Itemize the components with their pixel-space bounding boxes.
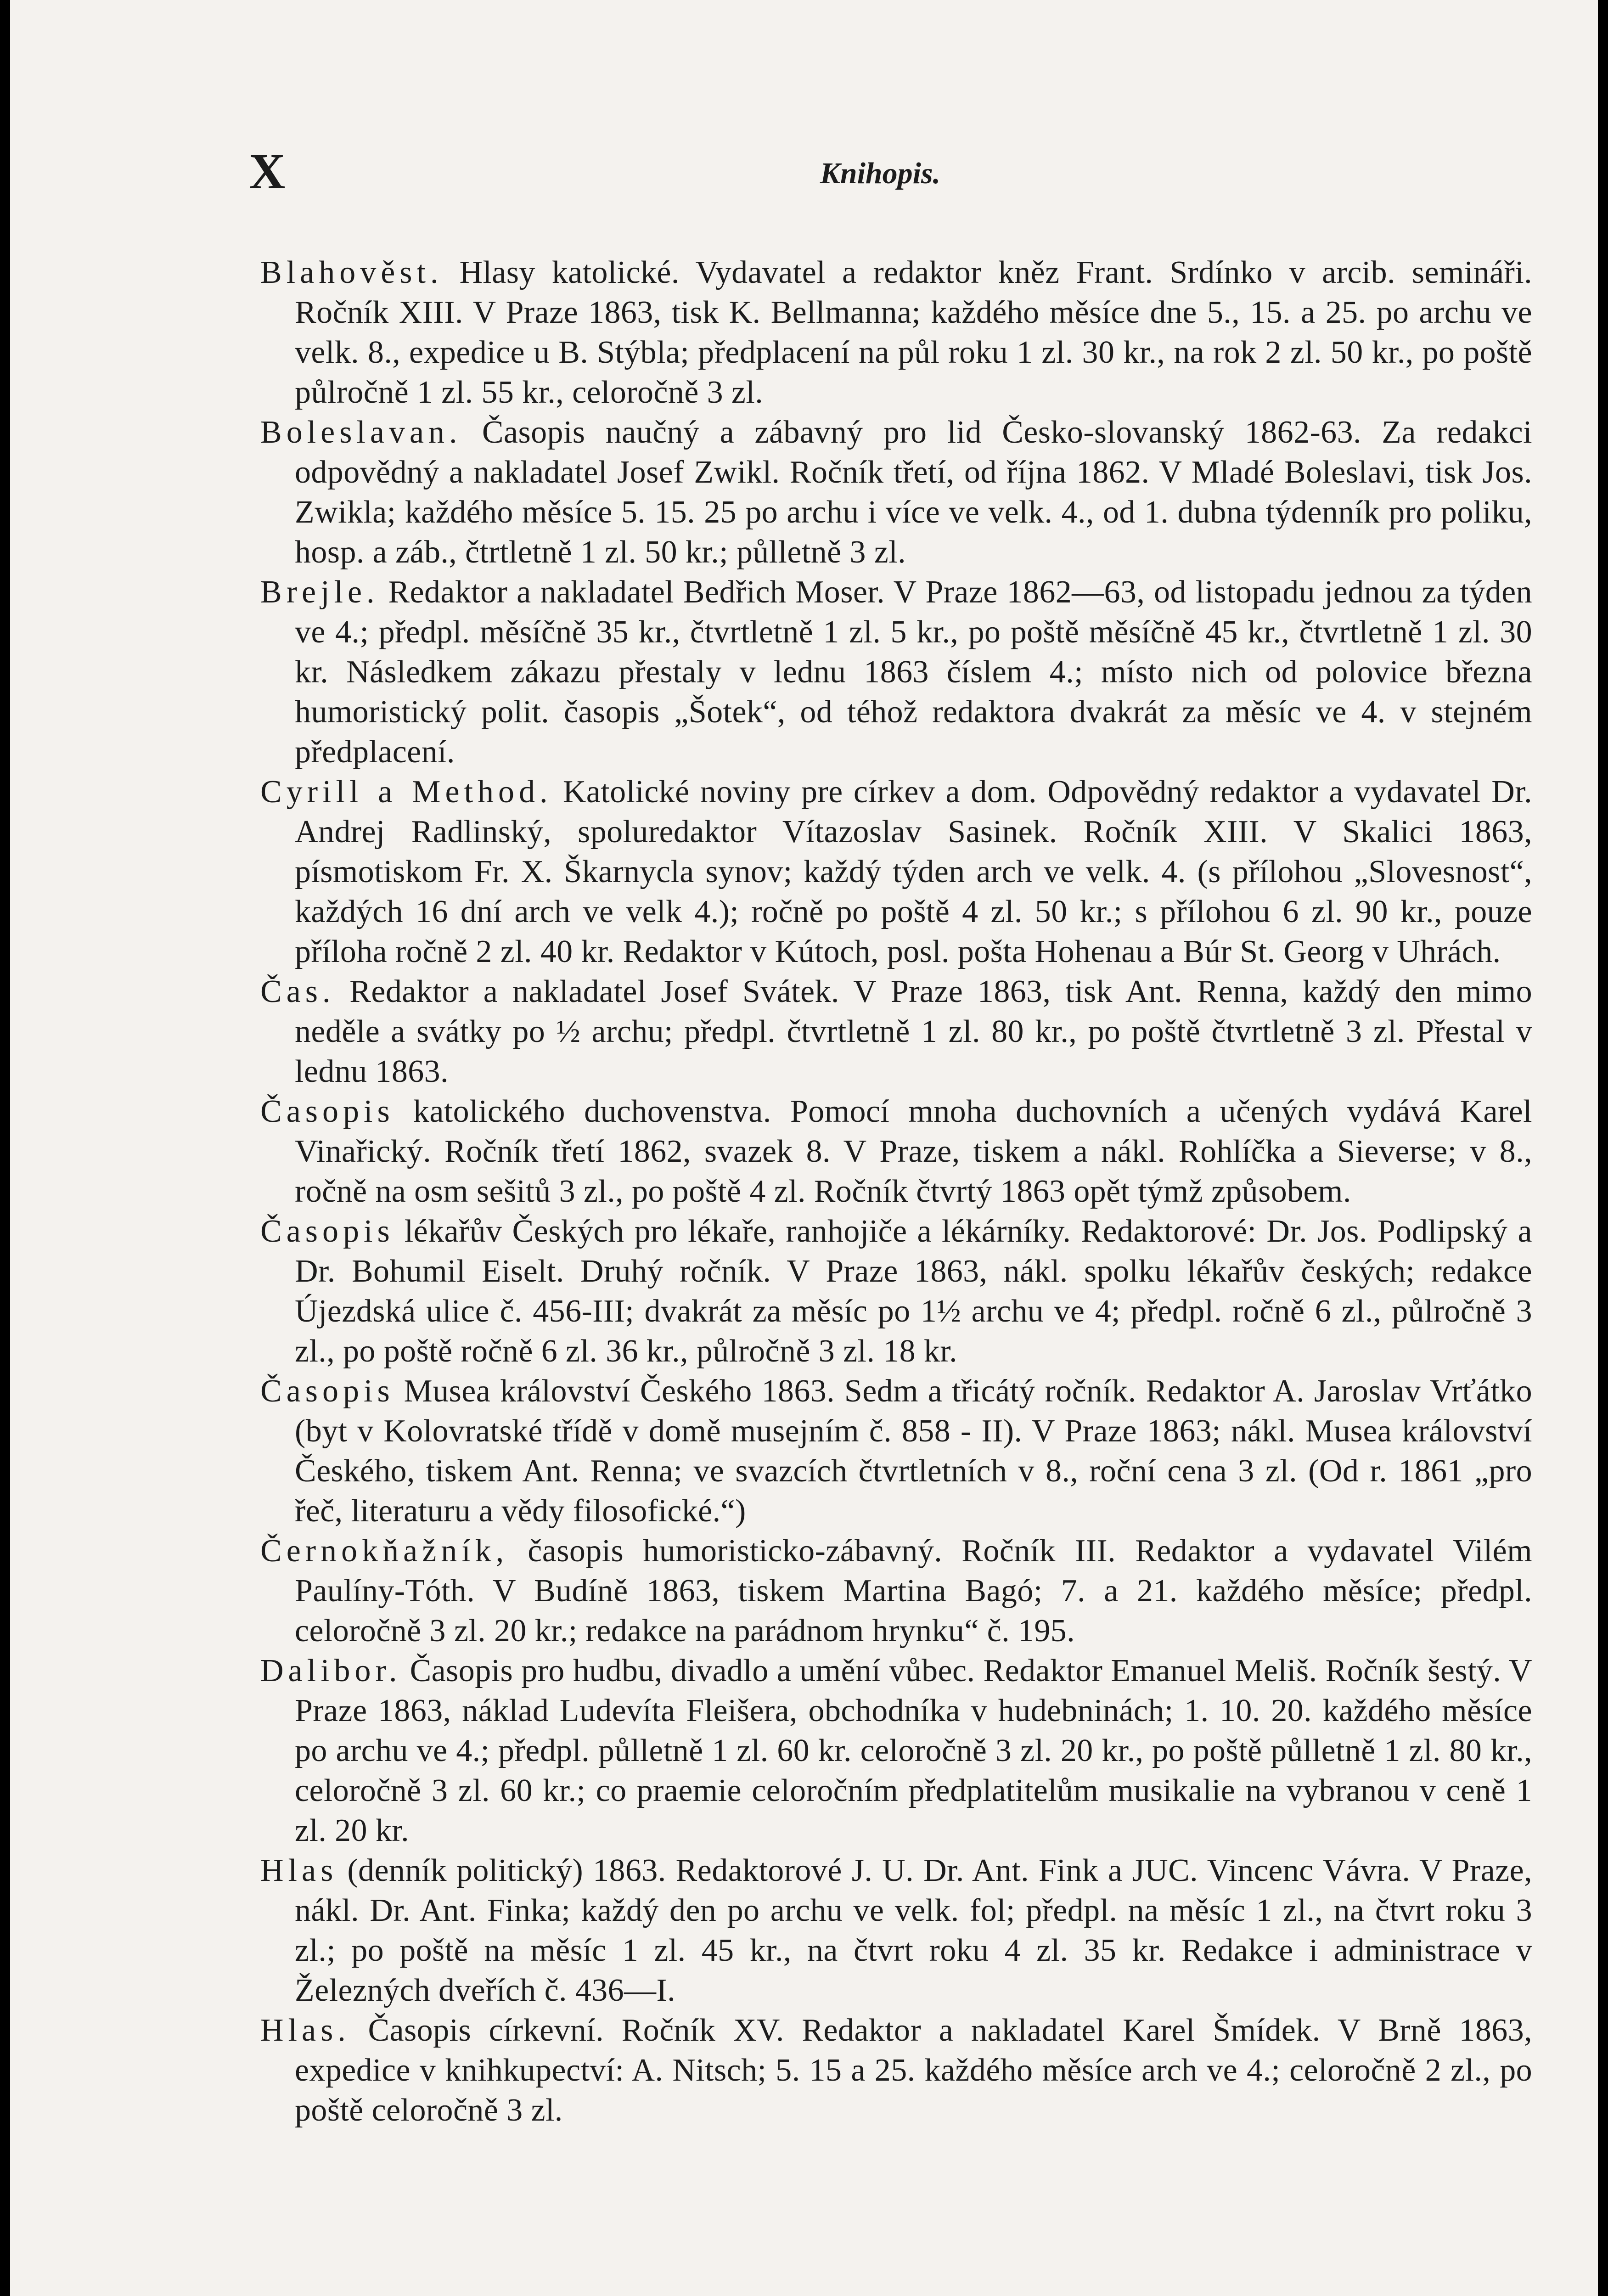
entry-casopis-katolickeho-duchovenstva (260, 1092, 1532, 1211)
entry-text: Hlasy katolické. Vydavatel a redaktor kněz Frant. Srdínko v arcib. semináři. Ročník XIII. V Praze 1863, tisk K. Bellmanna; každého měsíce dne 5., 15. a 25. po archu ve velk. 8., expedice u B. Stýbla; předplacení na půl roku 1 zl. 30 kr., na rok 2 zl. 50 kr., po poště půlročně 1 zl. 55 kr., celoročně 3 zl. (295, 255, 1532, 410)
page-number: X (249, 143, 286, 199)
entry-title: Časopis (260, 1373, 394, 1409)
entry-text: lékařův Českých pro lékaře, ranhojiče a lékárníky. Redaktorové: Dr. Jos. Podlipský a Dr. Bohumil Eiselt. Druhý ročník. V Praze 1863, nákl. spolku lékařův českých; redakce Újezdská ulice č. 456-III; dvakrát za měsíc po 1½ archu ve 4; předpl. ročně 6 zl., půlročně 3 zl., po poště ročně 6 zl. 36 kr., půlročně 3 zl. 18 kr. (295, 1214, 1532, 1369)
entry-title: Dalibor. (260, 1653, 402, 1688)
entry-title: Čas. (260, 974, 335, 1009)
entry-brejle (260, 572, 1532, 772)
entry-title: Hlas. (260, 2013, 350, 2048)
page-header (249, 142, 1512, 207)
entry-blahovest (260, 253, 1532, 412)
entry-text: Časopis naučný a zábavný pro lid Česko-slovanský 1862-63. Za redakci odpovědný a nakladatel Josef Zwikl. Ročník třetí, od října 1862. V Mladé Boleslavi, tisk Jos. Zwikla; každého měsíce 5. 15. 25 po archu i více ve velk. 4., od 1. dubna týdenník pro poliku, hosp. a záb., čtrtletně 1 zl. 50 kr.; půlletně 3 zl. (295, 415, 1532, 570)
entry-text: (denník politický) 1863. Redaktorové J. U. Dr. Ant. Fink a JUC. Vincenc Vávra. V Praze, nákl. Dr. Ant. Finka; každý den po archu ve velk. fol; předpl. na měsíc 1 zl., na čtvrt roku 3 zl.; po poště na měsíc 1 zl. 45 kr., na čtvrt roku 4 zl. 35 kr. Redakce i administrace v Železných dveřích č. 436—I. (295, 1853, 1533, 2008)
entry-title: Černokňažník, (260, 1533, 509, 1569)
running-title: Knihopis. (820, 157, 941, 190)
entry-title: Blahověst. (260, 255, 443, 290)
entry-text: časopis humoristicko-zábavný. Ročník III. Redaktor a vydavatel Vilém Paulíny-Tóth. V Budíně 1863, tiskem Martina Bagó; 7. a 21. každého měsíce; předpl. celoročně 3 zl. 20 kr.; redakce na parádnom hrynku“ č. 195. (295, 1533, 1532, 1649)
entry-text: Redaktor a nakladatel Bedřich Moser. V Praze 1862—63, od listopadu jednou za týden ve 4.; předpl. měsíčně 35 kr., čtvrtletně 1 zl. 5 kr., po poště měsíčně 45 kr., čtvrtletně 1 zl. 30 kr. Následkem zákazu přestaly v lednu 1863 číslem 4.; místo nich od polovice března humoristický polit. časopis „Šotek“, od téhož redaktora dvakrát za měsíc ve 4. v stejném předplacení. (295, 574, 1532, 770)
entry-text: katolického duchovenstva. Pomocí mnoha duchovních a učených vydává Karel Vinařický. Ročník třetí 1862, svazek 8. V Praze, tiskem a nákl. Rohlíčka a Sieverse; v 8., ročně na osm sešitů 3 zl., po poště 4 zl. Ročník čtvrtý 1863 opět týmž způsobem. (295, 1094, 1532, 1209)
entry-title: Brejle. (260, 574, 379, 610)
entry-hlas-dennik (260, 1851, 1532, 2010)
entry-title: Boleslavan. (260, 415, 462, 450)
entry-title: Časopis (260, 1094, 394, 1129)
entry-cernoknaznik (260, 1531, 1532, 1651)
entry-text: Redaktor a nakladatel Josef Svátek. V Praze 1863, tisk Ant. Renna, každý den mimo neděle a svátky po ½ archu; předpl. čtvrtletně 1 zl. 80 kr., po poště čtvrtletně 3 zl. Přestal v lednu 1863. (295, 974, 1533, 1089)
entry-casopis-musea (260, 1371, 1532, 1531)
entry-text: Musea království Českého 1863. Sedm a třicátý ročník. Redaktor A. Jaroslav Vrťátko (byt v Kolovratské třídě v domě musejním č. 858 - II). V Praze 1863; nákl. Musea království Českého, tiskem Ant. Renna; ve svazcích čtvrtletních v 8., roční cena 3 zl. (Od r. 1861 „pro řeč, literaturu a vědy filosofické.“) (295, 1373, 1532, 1529)
book-page (10, 0, 1598, 2296)
entry-cyrill-a-method (260, 772, 1532, 972)
entry-cas (260, 972, 1532, 1092)
entry-dalibor (260, 1651, 1532, 1851)
entry-title: Časopis (260, 1214, 394, 1249)
entry-title: Cyrill a Method. (260, 774, 552, 810)
entry-text: Katolické noviny pre církev a dom. Odpovědný redaktor a vydavatel Dr. Andrej Radlinský, spoluredaktor Vítazoslav Sasinek. Ročník XIII. V Skalici 1863, písmotiskom Fr. X. Škarnycla synov; každý týden arch ve velk. 4. (s přílohou „Slovesnost“, každých 16 dní arch ve velk 4.); ročně po poště 4 zl. 50 kr.; s přílohou 6 zl. 90 kr., pouze příloha ročně 2 zl. 40 kr. Redaktor v Kútoch, posl. pošta Hohenau a Búr St. Georg v Uhrách. (295, 774, 1532, 969)
entry-hlas-casopis-cirkevni (260, 2010, 1532, 2130)
entry-text: Časopis církevní. Ročník XV. Redaktor a nakladatel Karel Šmídek. V Brně 1863, expedice v knihkupectví: A. Nitsch; 5. 15 a 25. každého měsíce arch ve 4.; celoročně 2 zl., po poště celoročně 3 zl. (295, 2013, 1532, 2128)
entry-text: Časopis pro hudbu, divadlo a umění vůbec. Redaktor Emanuel Meliš. Ročník šestý. V Praze 1863, náklad Ludevíta Fleišera, obchodníka v hudebninách; 1. 10. 20. každého měsíce po archu ve 4.; předpl. půlletně 1 zl. 60 kr. celoročně 3 zl. 20 kr., po poště půlletně 1 zl. 80 kr., celoročně 3 zl. 60 kr.; co praemie celoročním předplatitelům musikalie na vybranou v ceně 1 zl. 20 kr. (295, 1653, 1532, 1848)
entry-casopis-lekaruv-ceskych (260, 1211, 1532, 1371)
entry-title: Hlas (260, 1853, 338, 1888)
entry-boleslavan (260, 412, 1532, 572)
bibliography-entries (260, 253, 1532, 2130)
